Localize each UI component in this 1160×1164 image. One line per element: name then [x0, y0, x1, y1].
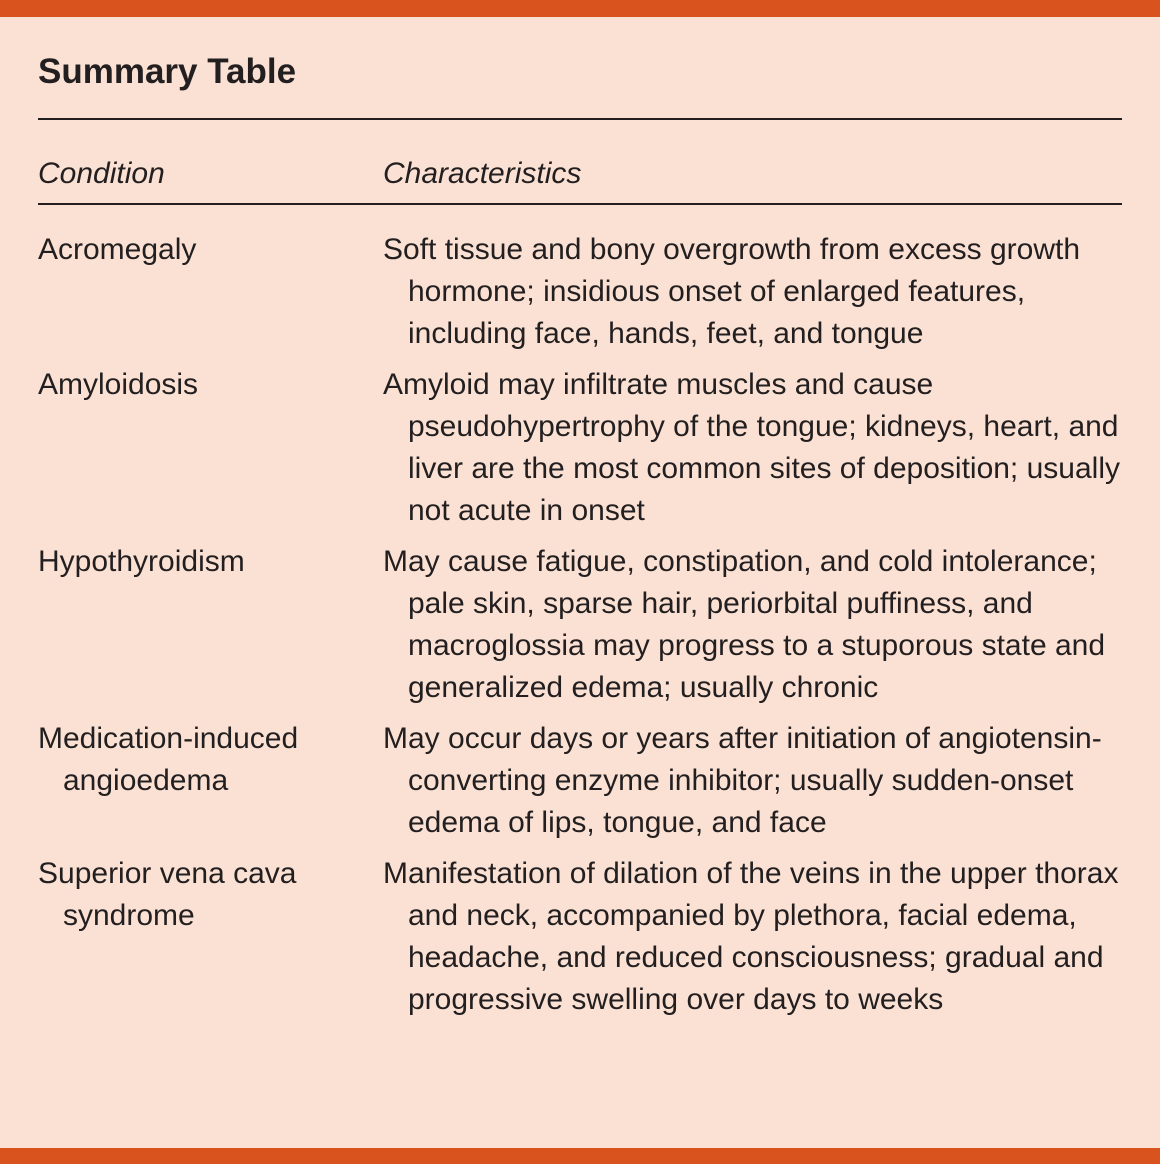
column-header-condition: Condition: [38, 157, 165, 190]
table-row: [38, 229, 1128, 355]
characteristics-cell: May occur days or years after initiation of angiotensin-converting enzyme inhibitor; usually sudden-onset edema of lips, tongue, and face: [383, 722, 1102, 839]
table-title: Summary Table: [38, 52, 297, 91]
condition-cell: Hypothyroidism: [38, 545, 245, 578]
table-row: [38, 853, 1128, 1021]
table-row: [38, 718, 1128, 844]
characteristics-cell: May cause fatigue, constipation, and cold intolerance; pale skin, sparse hair, periorbital puffiness, and macroglossia may progress to a stuporous state and generalized edema; usually chronic: [383, 545, 1106, 704]
characteristics-cell: Soft tissue and bony overgrowth from excess growth hormone; insidious onset of enlarged features, including face, hands, feet, and tongue: [383, 233, 1081, 350]
condition-cell: Acromegaly: [38, 233, 197, 266]
condition-cell: Medication-induced angioedema: [38, 722, 299, 797]
bottom-accent-bar: [0, 1148, 1160, 1164]
title-divider: [38, 118, 1122, 120]
top-accent-bar: [0, 0, 1160, 17]
column-header-characteristics: Characteristics: [383, 157, 582, 190]
header-divider: [38, 203, 1122, 205]
table-body: [38, 229, 1128, 1030]
table-row: [38, 364, 1128, 532]
condition-cell: Amyloidosis: [38, 368, 199, 401]
characteristics-cell: Manifestation of dilation of the veins in the upper thorax and neck, accompanied by plethora, facial edema, headache, and reduced consciousness; gradual and progressive swelling over days to weeks: [383, 857, 1119, 1016]
characteristics-cell: Amyloid may infiltrate muscles and cause pseudohypertrophy of the tongue; kidneys, heart, and liver are the most common sites of deposition; usually not acute in onset: [383, 368, 1120, 527]
condition-cell: Superior vena cava syndrome: [38, 857, 297, 932]
table-row: [38, 541, 1128, 709]
